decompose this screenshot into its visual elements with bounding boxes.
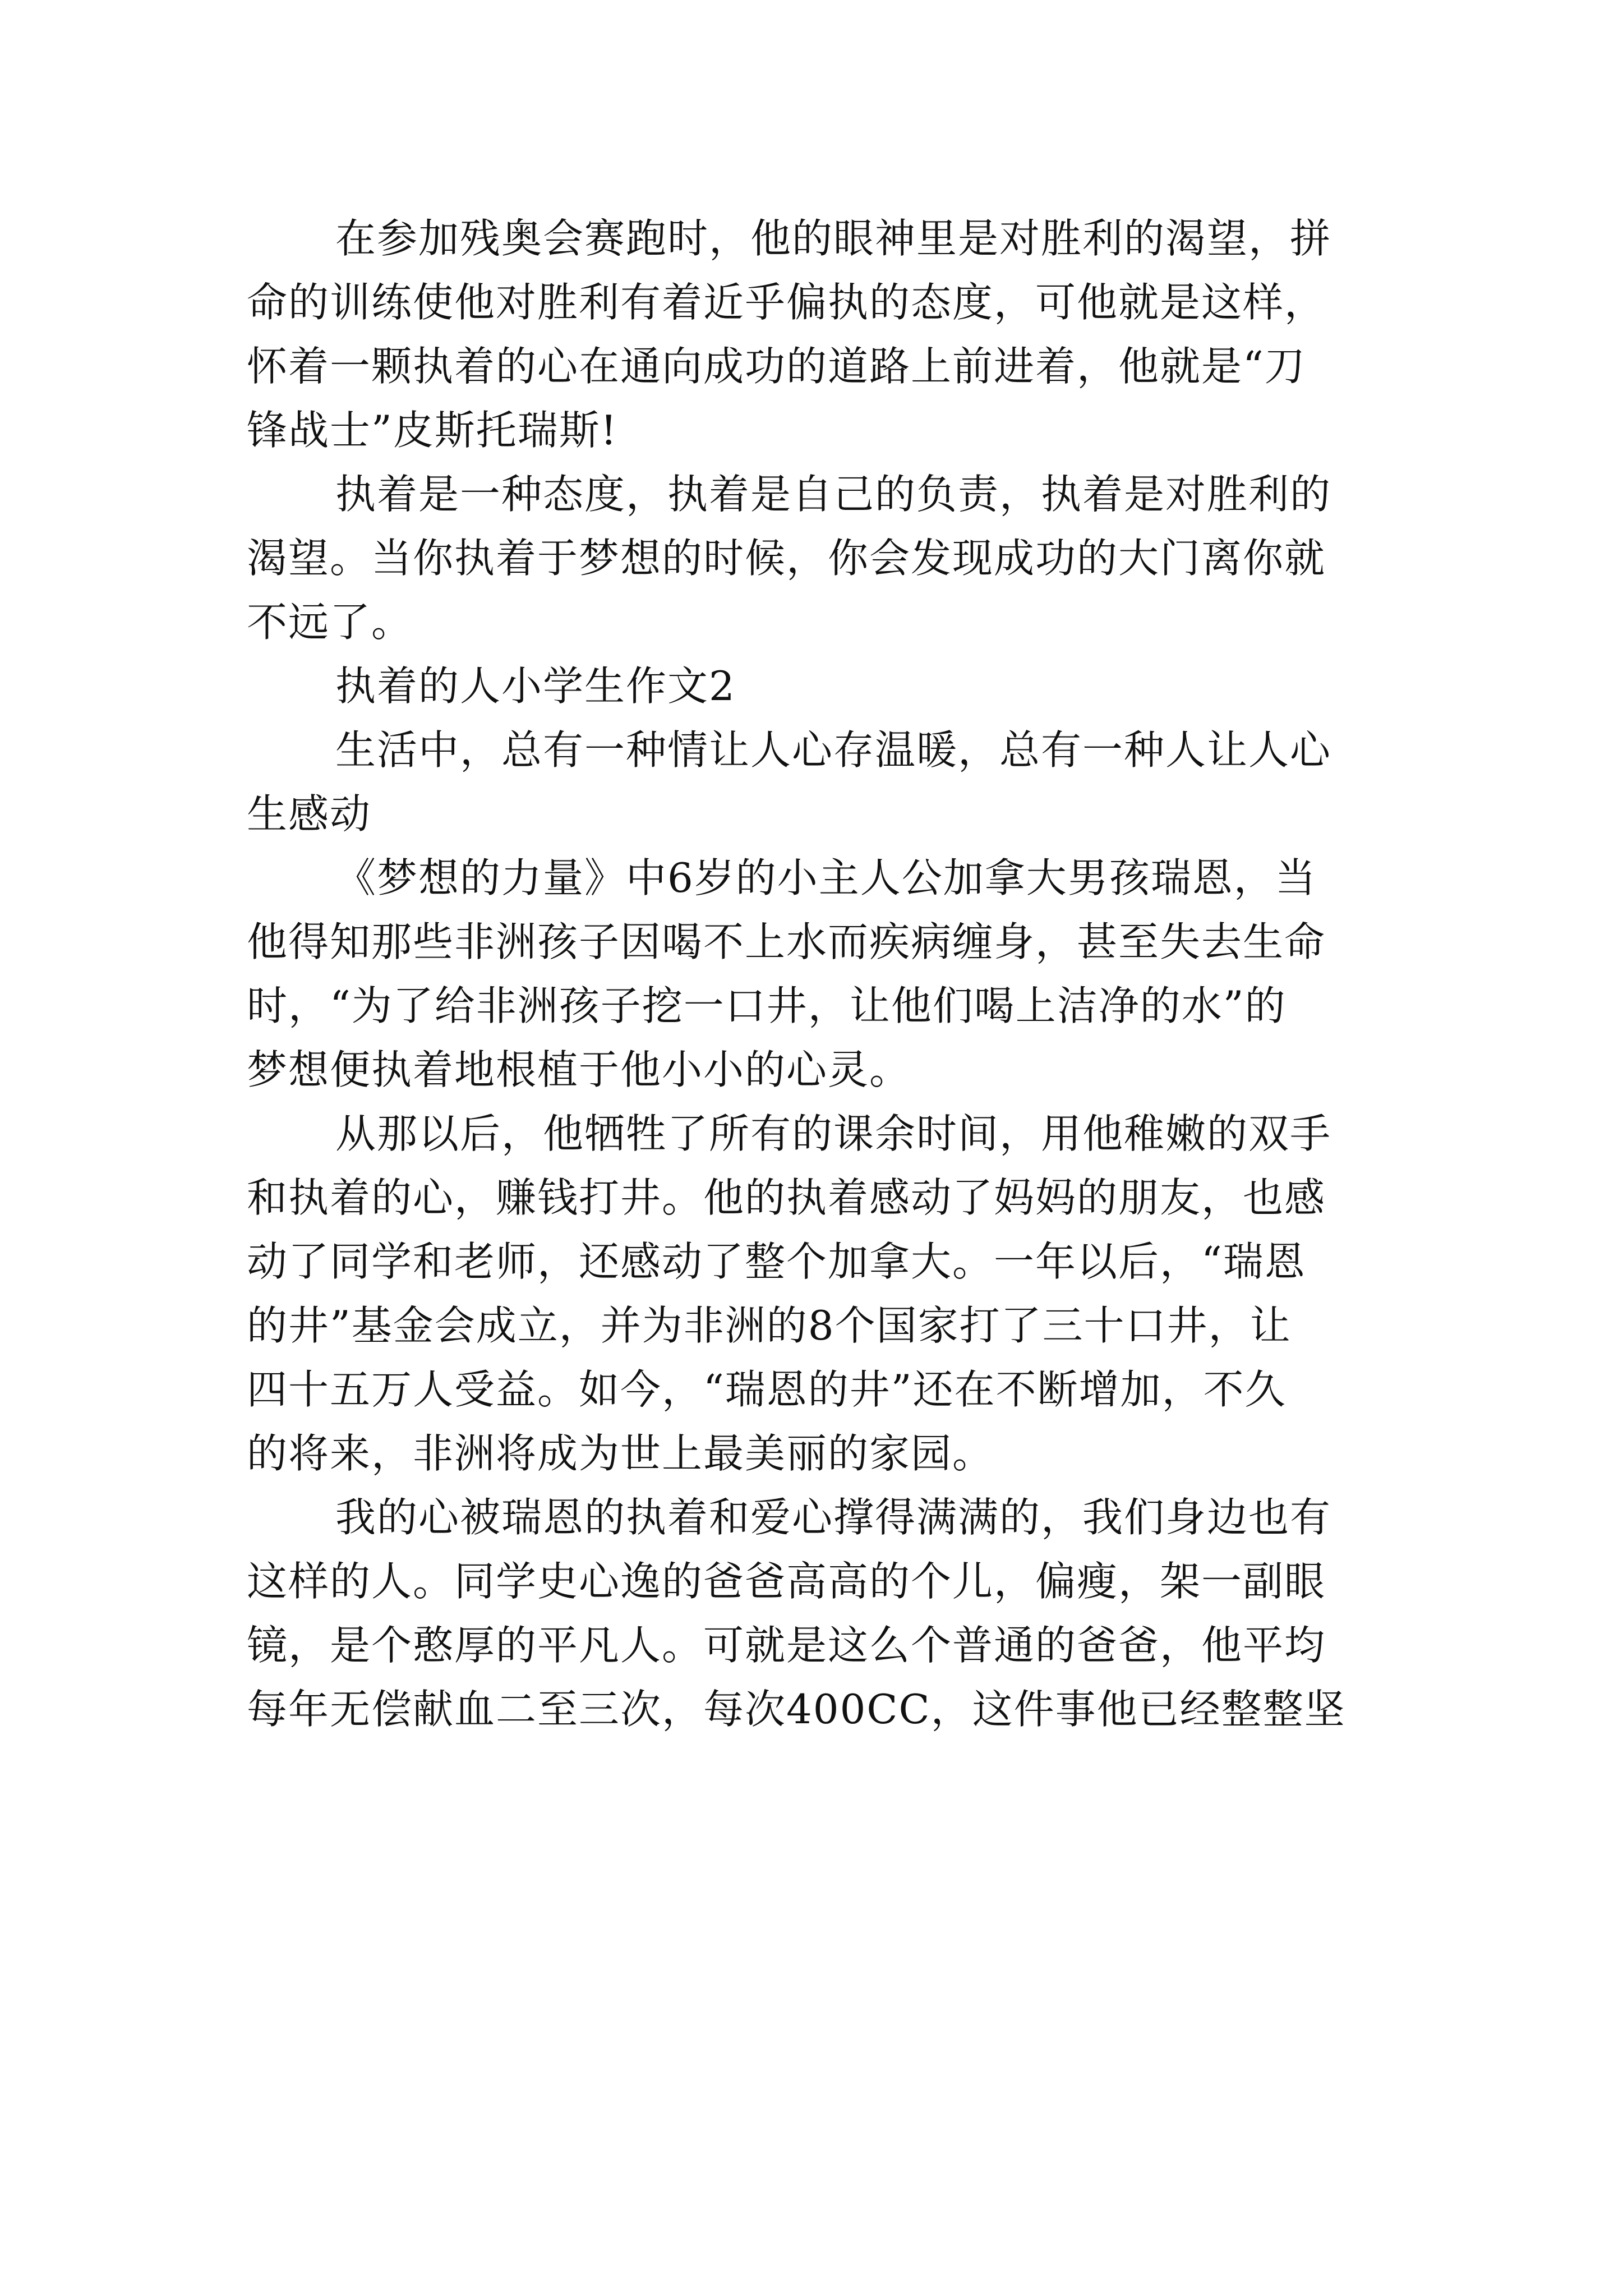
text-line: 在参加残奥会赛跑时，他的眼神里是对胜利的渴望，拼 — [335, 215, 1332, 262]
section-heading: 执着的人小学生作文2 — [335, 662, 736, 710]
text-line: 锋战士”皮斯托瑞斯! — [247, 407, 618, 454]
text-line: 我的心被瑞恩的执着和爱心撑得满满的，我们身边也有 — [335, 1494, 1332, 1541]
text-line: 的将来，非洲将成为世上最美丽的家园。 — [247, 1430, 994, 1477]
text-line: 动了同学和老师，还感动了整个加拿大。一年以后，“瑞恩 — [247, 1238, 1306, 1285]
text-line: 生活中，总有一种情让人心存温暖，总有一种人让人心 — [335, 726, 1332, 774]
text-line: 四十五万人受益。如今，“瑞恩的井”还在不断增加，不久 — [247, 1366, 1287, 1413]
text-line: 这样的人。同学史心逸的爸爸高高的个儿，偏瘦，架一副眼 — [247, 1558, 1326, 1605]
text-line: 渴望。当你执着于梦想的时候，你会发现成功的大门离你就 — [247, 535, 1326, 582]
text-line: 从那以后，他牺牲了所有的课余时间，用他稚嫩的双手 — [335, 1110, 1332, 1157]
text-line: 时，“为了给非洲孩子挖一口井，让他们喝上洁净的水”的 — [247, 982, 1287, 1029]
text-line: 生感动 — [247, 790, 372, 838]
text-line: 执着是一种态度，执着是自己的负责，执着是对胜利的 — [335, 471, 1332, 518]
text-line: 怀着一颗执着的心在通向成功的道路上前进着，他就是“刀 — [247, 343, 1306, 390]
essay-body — [247, 206, 1391, 1741]
text-line: 镜，是个憨厚的平凡人。可就是这么个普通的爸爸，他平均 — [247, 1622, 1326, 1669]
text-line: 梦想便执着地根植于他小小的心灵。 — [247, 1046, 911, 1093]
text-line: 不远了。 — [247, 599, 413, 646]
text-line: 《梦想的力量》中6岁的小主人公加拿大男孩瑞恩，当 — [335, 854, 1317, 901]
text-line: 和执着的心，赚钱打井。他的执着感动了妈妈的朋友，也感 — [247, 1174, 1326, 1221]
text-line: 每年无偿献血二至三次，每次400CC，这件事他已经整整坚 — [247, 1686, 1346, 1733]
text-line: 命的训练使他对胜利有着近乎偏执的态度，可他就是这样， — [247, 279, 1326, 326]
text-line: 他得知那些非洲孩子因喝不上水而疾病缠身，甚至失去生命 — [247, 918, 1326, 965]
text-line: 的井”基金会成立，并为非洲的8个国家打了三十口井，让 — [247, 1302, 1292, 1349]
